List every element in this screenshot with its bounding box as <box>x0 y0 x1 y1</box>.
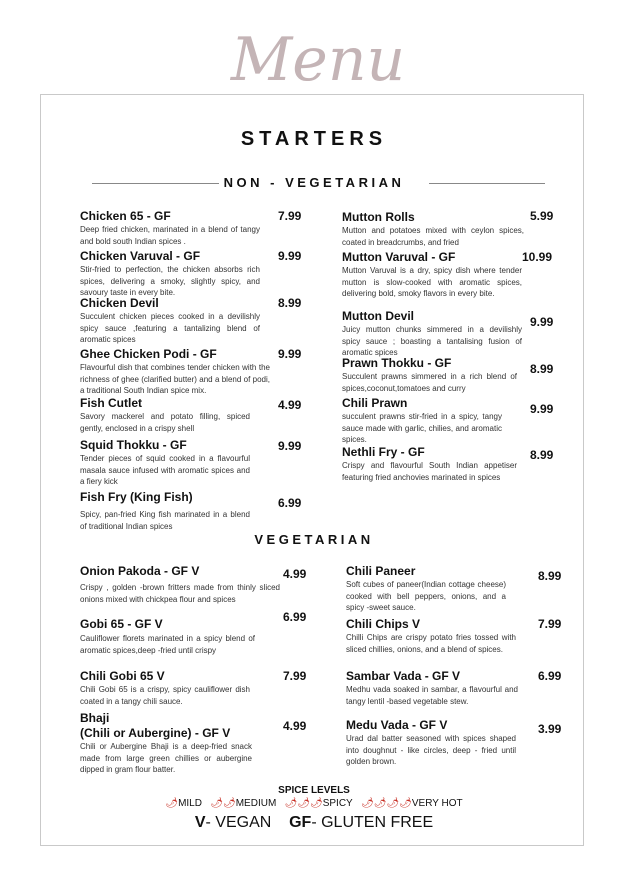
menu-item <box>342 356 517 394</box>
item-price: 9.99 <box>278 249 302 263</box>
item-name: Chili Paneer <box>346 564 416 578</box>
item-name-line2: (Chili or Aubergine) - GF V <box>80 726 231 740</box>
item-name: Onion Pakoda - GF V <box>80 564 200 578</box>
item-description: Stir-fried to perfection, the chicken absorbs rich spices, delivering a smoky, slightly spicy, and savoury taste in every bite. <box>80 265 260 298</box>
menu-item <box>346 617 516 655</box>
item-description: Flavourful dish that combines tender chicken with the richness of ghee (clarified butter) and a blend of podi, a traditional South Indian spice mix. <box>80 363 270 396</box>
item-price: 6.99 <box>278 496 302 510</box>
chili-icon: 🌶🌶🌶 <box>284 798 323 809</box>
dietary-legend <box>0 814 628 832</box>
item-name: Nethli Fry - GF <box>342 445 425 459</box>
item-name: Fish Cutlet <box>80 396 142 410</box>
menu-item <box>342 250 522 300</box>
menu-item <box>80 438 250 488</box>
item-description: succulent prawns stir-fried in a spicy, tangy sauce made with garlic, chilies, and aromatic spices. <box>342 412 502 445</box>
spice-mild: MILD <box>178 798 202 809</box>
spice-very-hot: VERY HOT <box>411 798 463 809</box>
item-price: 9.99 <box>278 347 302 361</box>
item-description: Chili Gobi 65 is a crispy, spicy cauliflower dish coated in a tangy chili sauce. <box>80 685 250 706</box>
item-name: Chili Chips V <box>346 617 421 631</box>
vegan-label: - VEGAN <box>205 814 272 831</box>
menu-item <box>80 490 250 532</box>
item-description: Juicy mutton chunks simmered in a devilishly spicy sauce ; boasting a tantalising fusion of aromatic spices <box>342 325 522 358</box>
menu-item <box>346 718 516 768</box>
menu-item <box>342 210 524 248</box>
menu-item <box>342 396 502 446</box>
item-price: 8.99 <box>538 569 562 583</box>
item-price: 9.99 <box>278 439 302 453</box>
item-description: Spicy, pan-fried King fish marinated in a blend of traditional Indian spices <box>80 510 250 531</box>
item-description: Medhu vada soaked in sambar, a flavourful and tangy lentil -based vegetable stew. <box>346 685 518 706</box>
item-name: Fish Fry (King Fish) <box>80 490 193 504</box>
menu-item <box>80 249 260 299</box>
item-description: Mutton and potatoes mixed with ceylon spices, coated in breadcrumbs, and fried <box>342 226 524 247</box>
item-name: Chili Gobi 65 V <box>80 669 165 683</box>
menu-item <box>342 445 517 483</box>
chili-icon: 🌶 <box>165 798 179 809</box>
item-name: Chicken Devil <box>80 296 159 310</box>
item-name: Mutton Devil <box>342 309 414 323</box>
item-description: Succulent prawns simmered in a rich blend of spices,coconut,tomatoes and curry <box>342 372 517 393</box>
item-price: 9.99 <box>530 315 554 329</box>
item-price: 10.99 <box>522 250 553 264</box>
item-description: Crispy , golden -brown fritters made from thinly sliced onions mixed with chickpea flour and spices <box>80 583 280 604</box>
item-name: Chili Prawn <box>342 396 408 410</box>
item-description: Cauliflower florets marinated in a spicy blend of aromatic spices,deep -fried until crispy <box>80 634 255 655</box>
item-name: Sambar Vada - GF V <box>346 669 461 683</box>
item-price: 5.99 <box>530 209 554 223</box>
menu-item <box>80 396 250 434</box>
menu-item <box>80 296 260 346</box>
item-price: 6.99 <box>283 610 307 624</box>
vegan-code: V <box>194 814 206 831</box>
item-description: Soft cubes of paneer(Indian cottage cheese) cooked with bell peppers, onions, and a spicy -sweet sauce. <box>346 580 506 613</box>
item-description: Deep fried chicken, marinated in a blend of tangy and bold south Indian spices . <box>80 225 260 246</box>
menu-item <box>80 617 255 656</box>
item-price: 6.99 <box>538 669 562 683</box>
menu-item <box>346 669 518 707</box>
item-description: Savory mackerel and potato filling, spiced gently, enclosed in a crispy shell <box>80 412 250 433</box>
item-description: Urad dal batter seasoned with spices shaped into doughnut - like circles, deep - fried until golden brown. <box>346 734 516 767</box>
menu-item <box>80 209 260 247</box>
item-price: 4.99 <box>278 398 302 412</box>
item-price: 7.99 <box>538 617 562 631</box>
item-name: Chicken Varuval - GF <box>80 249 201 263</box>
item-name: Mutton Rolls <box>342 210 415 224</box>
item-name: Ghee Chicken Podi - GF <box>80 347 217 361</box>
item-description: Chili or Aubergine Bhaji is a deep-fried snack made from large green chillies or aubergine dipped in gram flour batter. <box>80 742 252 775</box>
spice-spicy: SPICY <box>322 798 353 809</box>
spice-medium: MEDIUM <box>235 798 277 809</box>
item-name: Chicken 65 - GF <box>80 209 171 223</box>
item-price: 8.99 <box>530 448 554 462</box>
gluten-free-label: - GLUTEN FREE <box>311 814 434 831</box>
spice-levels-title: SPICE LEVELS <box>278 785 350 796</box>
item-description: Tender pieces of squid cooked in a flavourful masala sauce infused with aromatic spices and a fiery kick <box>80 454 250 487</box>
item-description: Mutton Varuval is a dry, spicy dish where tender mutton is slow-cooked with aromatic spices, delivering bold, smoky flavors in every bite. <box>342 266 522 299</box>
item-price: 7.99 <box>283 669 307 683</box>
item-price: 8.99 <box>530 362 554 376</box>
item-name: Squid Thokku - GF <box>80 438 187 452</box>
menu-item <box>346 564 506 614</box>
item-name: Medu Vada - GF V <box>346 718 448 732</box>
menu-item <box>80 564 280 605</box>
section-vegetarian: VEGETARIAN <box>254 532 374 547</box>
item-name: Gobi 65 - GF V <box>80 617 163 631</box>
menu-item <box>80 711 252 776</box>
item-price: 9.99 <box>530 402 554 416</box>
item-price: 4.99 <box>283 719 307 733</box>
item-price: 8.99 <box>278 296 302 310</box>
item-description: Crispy and flavourful South Indian appetiser featuring fried anchovies marinated in spices <box>342 461 517 482</box>
item-name: Bhaji <box>80 711 110 725</box>
menu-script-text: Menu <box>230 25 406 95</box>
item-price: 7.99 <box>278 209 302 223</box>
item-price: 3.99 <box>538 722 562 736</box>
section-non-vegetarian: NON - VEGETARIAN <box>223 175 405 190</box>
menu-script-title <box>0 0 628 95</box>
menu-item <box>342 309 522 359</box>
chili-icon: 🌶🌶 <box>210 798 236 809</box>
menu-item <box>80 669 250 707</box>
gluten-free-code: GF <box>289 814 312 831</box>
item-price: 4.99 <box>283 567 307 581</box>
item-name: Prawn Thokku - GF <box>342 356 452 370</box>
chili-icon: 🌶🌶🌶🌶 <box>361 798 412 809</box>
menu-item <box>80 347 270 397</box>
item-name: Mutton Varuval - GF <box>342 250 456 264</box>
page-title: STARTERS <box>240 128 388 150</box>
item-description: Chilli Chips are crispy potato fries tossed with sliced chillies, onions, and a blend of spices. <box>346 633 516 654</box>
item-description: Succulent chicken pieces cooked in a devilishly spicy sauce ,featuring a tantalizing blend of aromatic spices <box>80 312 260 345</box>
spice-levels-row <box>0 798 628 809</box>
